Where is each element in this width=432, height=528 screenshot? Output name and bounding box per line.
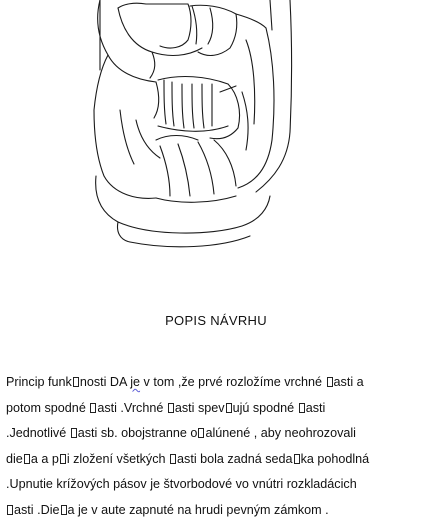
missing-glyph-box (198, 428, 204, 438)
missing-glyph-box (24, 454, 30, 464)
missing-glyph-box (73, 377, 79, 387)
missing-glyph-box (61, 505, 67, 515)
paragraph-line: potom spodné asti .Vrchné asti spev ujú spodné asti (6, 400, 326, 415)
missing-glyph-box (170, 454, 176, 464)
missing-glyph-box (71, 428, 77, 438)
paragraph-line: Princip funk nosti DA je v tom ,že prvé rozložíme vrchné asti a (6, 375, 364, 389)
car-seat-sketch-icon (60, 0, 320, 250)
paragraph-line: asti .Die a je v aute zapnuté na hrudi pevným zámkom . (6, 498, 430, 524)
missing-glyph-box (294, 454, 300, 464)
missing-glyph-box (299, 403, 305, 413)
missing-glyph-box (7, 505, 13, 515)
missing-glyph-box (168, 403, 174, 413)
document-heading: POPIS NÁVRHU (165, 313, 267, 328)
paragraph-line: .Jednotlivé asti sb. obojstranne o alúnené , aby neohrozovali (6, 426, 356, 440)
missing-glyph-box (60, 454, 66, 464)
missing-glyph-box (327, 377, 333, 387)
spellcheck-underline: je (130, 375, 141, 389)
paragraph-line: .Upnutie krížových pásov je štvorbodové vo vnútri rozkladácich (6, 477, 357, 491)
description-paragraph (6, 370, 430, 523)
missing-glyph-box (226, 403, 232, 413)
paragraph-line: die a a p i zložení všetkých asti bola zadná seda ka pohodlná (6, 451, 370, 466)
missing-glyph-box (90, 403, 96, 413)
